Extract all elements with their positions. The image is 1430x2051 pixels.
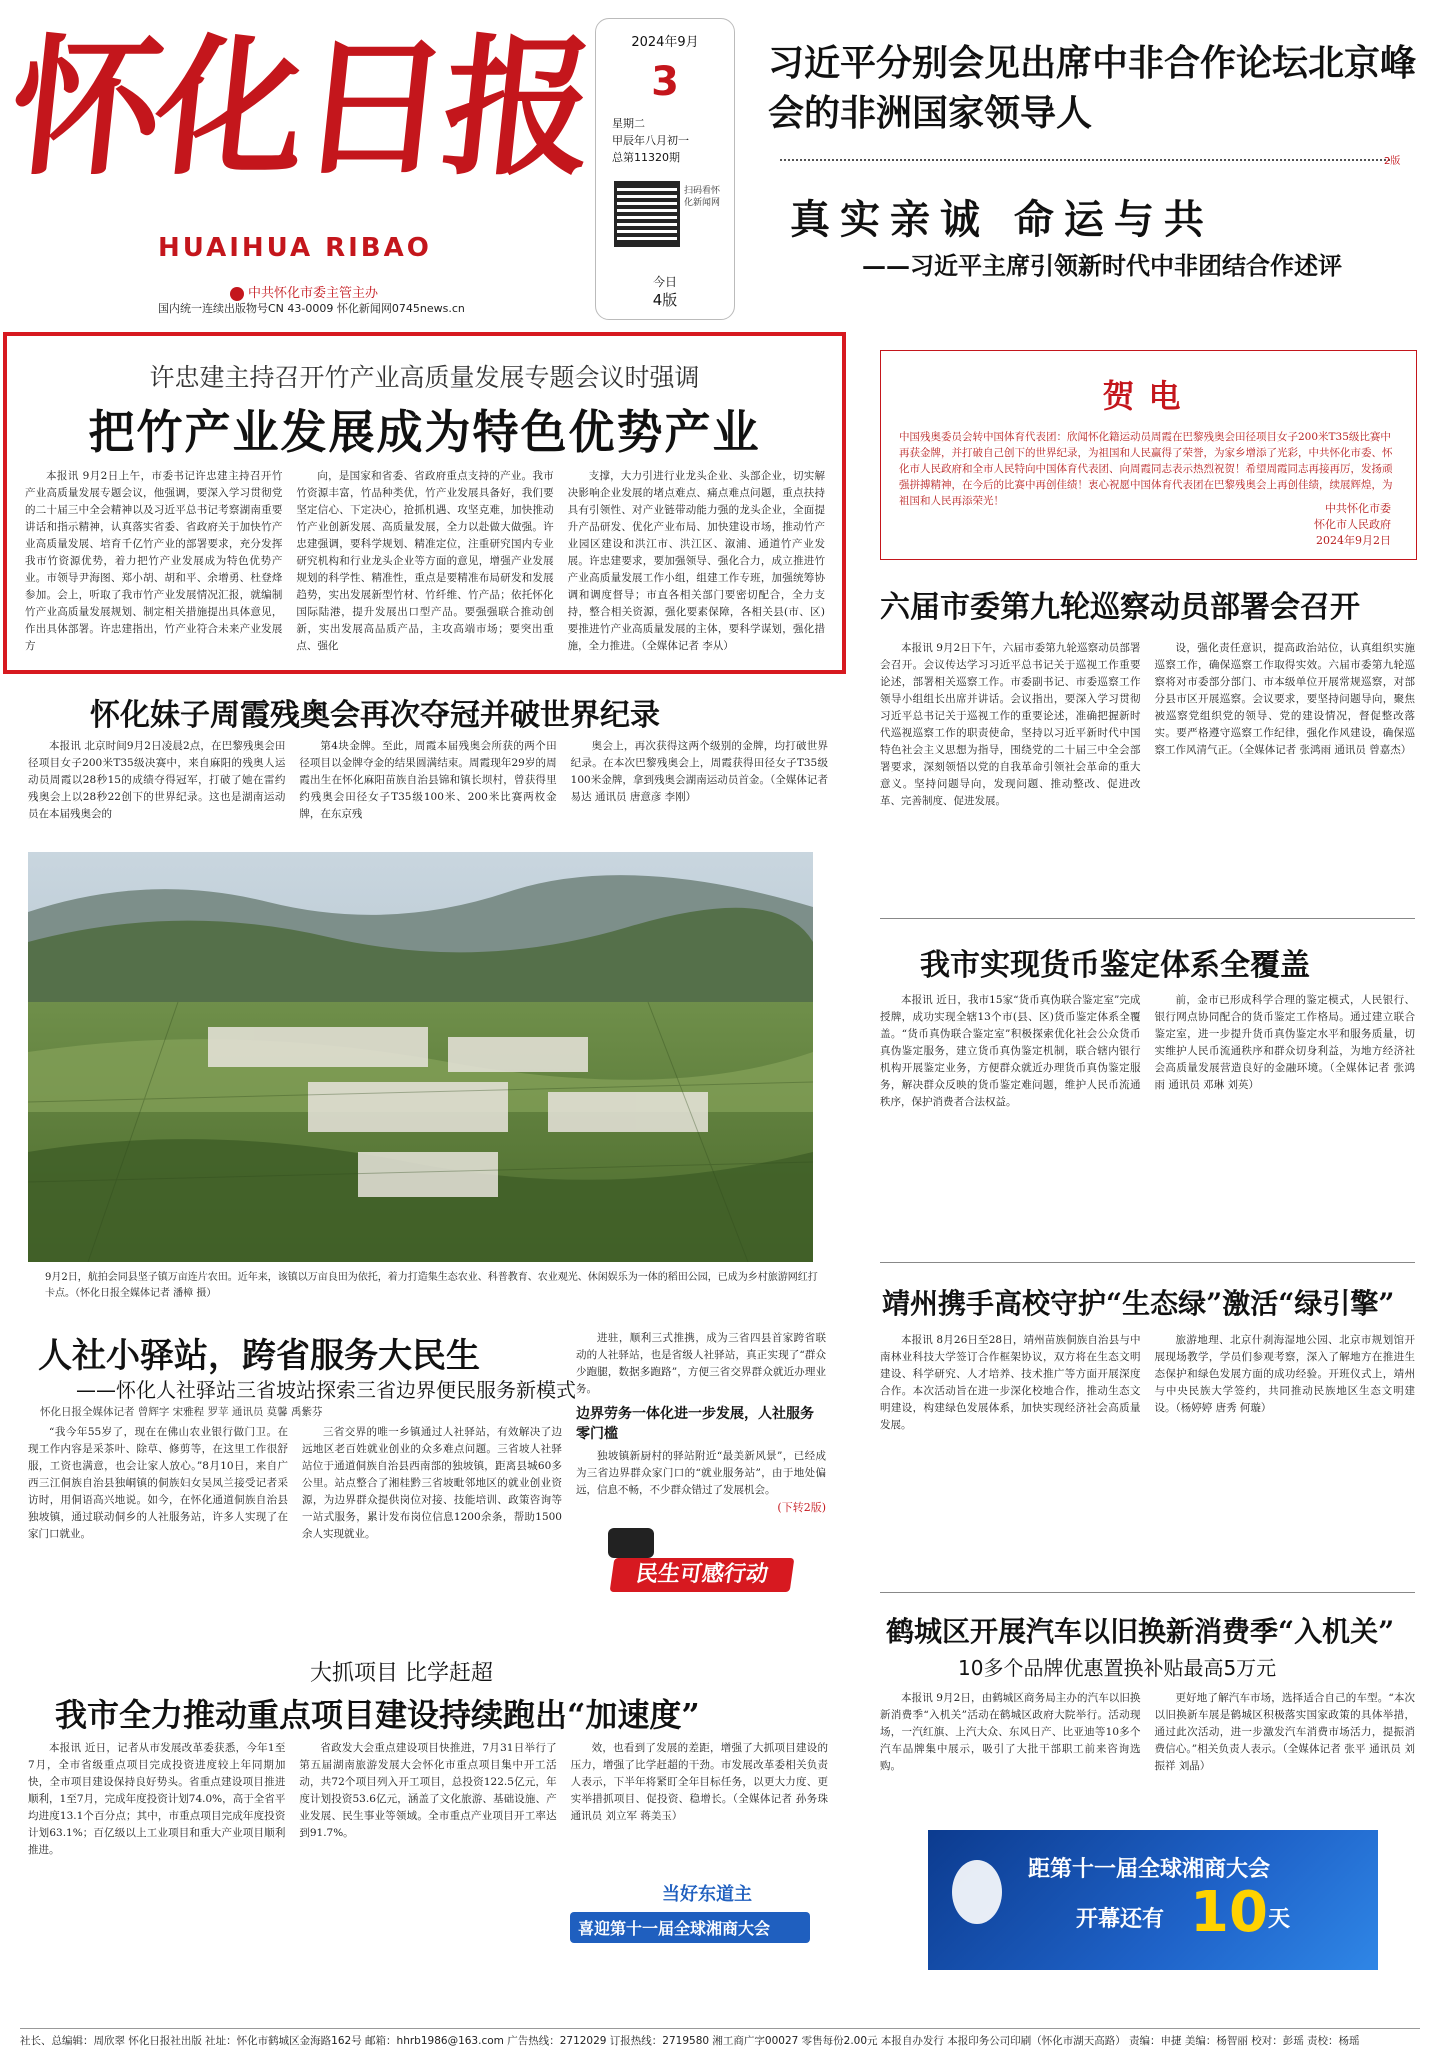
host-badge-line-2: 喜迎第十一届全球湘商大会 — [570, 1912, 810, 1943]
projects-col-1: 本报讯 近日，记者从市发展改革委获悉，今年1至7月，全市省级重点项目完成投资进度较上年同期加快，全市项目建设保持良好势头。省重点建设项目推进顺利，1至7月，完成年度投资计划74.0%，高于全省平均进度13.1个百分点；其中，市重点项目完成年度投资计划63.1%；百亿级以上工业项目和重大产业项目顺利推进。 — [28, 1742, 286, 1856]
date-year: 2024年9月 — [631, 35, 699, 50]
ad-line-2: 开幕还有 — [1076, 1907, 1165, 1932]
lead-story-box — [3, 332, 846, 674]
sports-col-1: 本报讯 北京时间9月2日凌晨2点，在巴黎残奥会田径项目女子200米T35级决赛中，来自麻阳的残奥人运动员周霞以28秒15的成绩夺得冠军，打破了她在雷约残奥会上以28秒22创下的世界纪录。这也是湖南运动员在本届残奥会的 — [28, 740, 286, 820]
social-box-title: 边界劳务一体化进一步发展，人社服务零门槛 — [576, 1406, 814, 1442]
top-story-page-ref[interactable]: 2版 — [1384, 156, 1401, 167]
social-byline: 怀化日报全媒体记者 曾辉字 宋雅程 罗苹 通讯员 莫馨 禹紫芬 — [40, 1406, 323, 1418]
qr-code-icon[interactable] — [614, 181, 680, 247]
divider — [880, 918, 1415, 919]
social-col-1: “我今年55岁了，现在在佛山农业银行做门卫。在现工作内容是采茶叶、除草、修剪等，在这里工作很舒服，工资也满意，也会让家人放心。”8月10日，来自广西三江侗族自治县独峒镇的侗族妇女吴凤兰接受记者采访时，用侗语高兴地说。如今，在怀化通道侗族自治县独坡镇，通过联动侗乡的人社服务站，许多人实现了在家门口就业。 — [28, 1426, 288, 1540]
ecology-body — [880, 1332, 1415, 1582]
currency-body — [880, 992, 1415, 1247]
congratulations-signature — [1201, 501, 1391, 549]
livelihood-badge: 民生可感行动 — [610, 1558, 795, 1592]
aerial-photo — [28, 852, 813, 1262]
congratulations-box — [880, 350, 1417, 560]
top-story-headline[interactable]: 习近平分别会见出席中非合作论坛北京峰会的非洲国家领导人 — [768, 42, 1417, 134]
ecology-col-2: 旅游地理、北京什刹海湿地公园、北京市规划馆开展现场教学，学员们参观考察，深入了解地方在推进生态保护和绿色发展方面的成功经验。开班仪式上，靖州与中央民族大学签约，共同推动民族地区生态文明建设。（杨婷婷 唐秀 何璇） — [1154, 1334, 1415, 1414]
ad-unit: 天 — [1268, 1907, 1291, 1932]
sponsor-text: 中共怀化市委主管主办 — [248, 286, 379, 301]
auto-title[interactable]: 鹤城区开展汽车以旧换新消费季“入机关” — [886, 1615, 1395, 1648]
masthead-logo: 怀化日报 — [2, 20, 598, 196]
divider — [880, 1262, 1415, 1263]
page-footer: 社长、总编辑：周欣翠 怀化日报社出版 社址：怀化市鹤城区金海路162号 邮箱：hhrb1986@163.com 广告热线：2712029 订报热线：2719580 湘工商广字00027 零售每份2.00元 本报自办发行 本报印务公司印刷（怀化市湖天高路） 责编：申捷 美编：杨智丽 校对：彭瑶 责校：杨瑶 — [20, 2028, 1420, 2048]
conference-logo-icon — [952, 1860, 1002, 1924]
issue-number: 总第11320期 — [612, 151, 680, 164]
second-story-headline[interactable]: 真实亲诚 命运与共 — [790, 196, 1214, 243]
social-continued[interactable]: (下转2版) — [777, 1501, 826, 1514]
projects-kicker: 大抓项目 比学赶超 — [310, 1661, 493, 1686]
auto-subtitle: 10多个品牌优惠置换补贴最高5万元 — [958, 1656, 1277, 1680]
social-col-3: 进驻，顺利三式推携，成为三省四县首家跨省联动的人社驿站，也是省级人社驿站，真正实现了“群众少跑腿，数据多跑路”，方便三省交界群众就近办理业务。 — [576, 1332, 826, 1395]
ad-line-1: 距第十一届全球湘商大会 — [1028, 1857, 1271, 1882]
social-col-3-wrap — [576, 1330, 826, 1515]
page-count: 4版 — [652, 291, 678, 309]
congratulations-body: 中国残奥委员会转中国体育代表团：欣闻怀化籍运动员周霞在巴黎残奥会田径项目女子200米T35级比赛中再获金牌，并打破自己创下的世界纪录，为祖国和人民赢得了荣誉，为家乡增添了光彩，中共怀化市委、怀化市人民政府和全市人民特向中国体育代表团、向周霞同志表示热烈祝贺！希望周霞同志再接再厉，发扬顽强拼搏精神，在今后的比赛中再创佳绩！衷心祝愿中国体育代表团在巴黎残奥会上再创佳绩，续展辉煌，为祖国和人民再添荣光！ — [899, 431, 1393, 507]
sports-col-3: 奥会上，再次获得这两个级别的金牌，均打破世界纪录。在本次巴黎残奥会上，周霞获得田径女子T35级100米金牌，拿到残奥会湖南运动员首金。（全媒体记者 易达 通讯员 唐意彦 李刚） — [570, 740, 828, 803]
lead-col-2: 向，是国家和省委、省政府重点支持的产业。我市竹资源丰富，竹品种类优，竹产业发展具备好，我们要坚定信心、下定决心，抢抓机遇、攻坚克难，加快推动竹产业创新发展、高质量发展，全力以赴做大做强。许忠建强调，要科学规划、精准定位，注重研究国内专业研究机构和行业龙头企业等方面的意见，增强产业发展规划的科学性、精准性，重点是要精准布局研发和发展趋势，实出发展新型竹材、竹纤维、竹产品；依托怀化国际陆港，提升发展出口型产品。要强强联合推动创新，实出发展高品质产品，主攻高端市场；要突出重点、强化 — [296, 470, 554, 652]
social-subtitle: ——怀化人社驿站三省坡站探索三省边界便民服务新模式 — [76, 1378, 576, 1402]
weekday: 星期二 — [612, 117, 645, 130]
inspection-col-1: 本报讯 9月2日下午，六届市委第九轮巡察动员部署会召开。会议传达学习习近平总书记关于巡视工作重要论述，部署相关巡察工作。市委副书记、市委巡察工作领导小组组长出席并讲话。会议指出，要深入学习贯彻习近平总书记关于巡视工作的重要论述，准确把握新时代巡视巡察工作的职责使命，坚持以习近平新时代中国特色社会主义思想为指导，围绕党的二十届三中全会部署要求，深刻领悟以党的自我革命引领社会革命的重大意义。坚持问题导向，发现问题、推动整改、促进改革、完善制度、促进发展。 — [880, 642, 1141, 807]
social-col-2: 三省交界的唯一乡镇通过人社驿站，有效解决了边远地区老百姓就业创业的众多难点问题。三省坡人社驿站位于通道侗族自治县西南部的独坡镇，距离县城60多公里。站点整合了湘桂黔三省坡毗邻地区的就业创业资源，为边界群众提供岗位对接、技能培训、政策咨询等一站式服务，累计发布岗位信息1200余条，帮助1500余人实现就业。 — [302, 1426, 562, 1540]
qr-caption: 扫码看怀化新闻网 — [684, 186, 721, 208]
countdown-ad[interactable] — [928, 1830, 1378, 1970]
camera-icon — [608, 1528, 654, 1558]
sports-body — [28, 738, 828, 838]
photo-caption: 9月2日，航拍会同县坚子镇万亩连片农田。近年来，该镇以万亩良田为依托，着力打造集生态农业、科普教育、农业观光、休闲娱乐为一体的稻田公园，已成为乡村旅游网红打卡点。（怀化日报全媒体记者 潘樟 摄） — [45, 1272, 818, 1299]
sports-col-2: 第4块金牌。至此，周霞本届残奥会所获的两个田径项目以金牌夺金的结果圆满结束。周霞现年29岁的周霞出生在怀化麻阳苗族自治县锦和镇长坝村，曾获得里约残奥会田径女子T35级100米、200米比赛两枚金牌，在东京残 — [299, 740, 557, 820]
inspection-body — [880, 640, 1415, 895]
masthead-english: HUAIHUA RIBAO — [158, 233, 432, 263]
currency-col-2: 前，金市已形成科学合理的鉴定模式，人民银行、银行网点协同配合的货币鉴定工作格局。通过建立联合鉴定室，进一步提升货币真伪鉴定水平和服务质量，切实维护人民币流通秩序和群众切身利益，为地方经济社会高质量发展营造良好的金融环境。（全媒体记者 张鸿雨 通讯员 邓琳 刘英） — [1154, 994, 1415, 1091]
sign-party: 中共怀化市委 — [1325, 502, 1391, 515]
inspection-col-2: 设，强化责任意识，提高政治站位，认真组织实施巡察工作，确保巡察工作取得实效。六届市委第九轮巡察将对市委部分部门、市本级单位开展常规巡察，对部分县市区开展巡察。会议要求，要坚持问题导向，聚焦被巡察党组织党的领导、党的建设情况，督促整改落实。要严格遵守巡察工作纪律，强化作风建设，确保巡察工作风清气正。（全媒体记者 张鸿雨 通讯员 曾嘉杰） — [1154, 642, 1415, 756]
ad-days: 10 — [1190, 1880, 1268, 1945]
host-city-badge — [570, 1880, 810, 1960]
social-box-text: 独坡镇新厨村的驿站附近“最美新风景”，已经成为三省边界群众家门口的“就业服务站”，由于地处偏远，信息不畅，不少群众错过了发展机会。 — [576, 1450, 826, 1496]
auto-body — [880, 1690, 1415, 1820]
projects-col-2: 省政发大会重点建设项目快推进，7月31日举行了第五届湖南旅游发展大会怀化市重点项目集中开工活动，共72个项目列入开工项目，总投资122.5亿元，年度计划投资53.6亿元，涵盖了文化旅游、基础设施、产业发展、民生事业等领域。全市重点产业项目开工率达到91.7%。 — [299, 1742, 557, 1839]
today-label: 今日 — [652, 275, 677, 289]
ecology-col-1: 本报讯 8月26日至28日，靖州苗族侗族自治县与中南林业科技大学签订合作框架协议，双方将在生态文明建设、科学研究、人才培养、技术推广等方面开展深度合作。本次活动旨在进一步深化校地合作，推动生态文明建设，构建绿色发展体系，加快实现经济社会高质量发展。 — [880, 1334, 1141, 1431]
date-details — [612, 115, 718, 166]
second-story-subhead: ——习近平主席引领新时代中非团结合作述评 — [862, 251, 1342, 280]
sign-government: 怀化市人民政府 — [1314, 518, 1391, 531]
lead-title[interactable]: 把竹产业发展成为特色优势产业 — [88, 405, 761, 459]
divider — [780, 159, 1390, 161]
social-body — [28, 1424, 562, 1644]
inspection-title[interactable]: 六届市委第九轮巡察动员部署会召开 — [880, 590, 1360, 625]
social-title[interactable]: 人社小驿站，跨省服务大民生 — [38, 1336, 480, 1376]
party-emblem-icon — [230, 287, 244, 301]
lead-body — [25, 468, 825, 655]
masthead-sponsor — [230, 282, 378, 301]
auto-col-2: 更好地了解汽车市场，选择适合自己的车型。“本次以旧换新车展是鹤城区积极落实国家政策的具体举措，通过此次活动，进一步激发汽车消费市场活力，提振消费信心。”相关负责人表示。（全媒体记者 张平 通讯员 刘振祥 刘晶） — [1154, 1692, 1415, 1772]
projects-title[interactable]: 我市全力推动重点项目建设持续跑出“加速度” — [55, 1696, 700, 1734]
date-day: 3 — [651, 59, 679, 105]
host-badge-line-1: 当好东道主 — [662, 1884, 752, 1905]
divider — [880, 1592, 1415, 1593]
lead-col-1: 本报讯 9月2日上午，市委书记许忠建主持召开竹产业高质量发展专题会议，他强调，要深入学习贯彻党的二十届三中全会精神以及习近平总书记考察湖南重要讲话和指示精神，认真落实省委、省政府关于加快竹产业高质量发展、培育千亿竹产业的部署要求，充分发挥我市竹资源优势，着力把竹产业发展成为特色优势产业。市领导尹海图、郑小胡、胡和平、余增勇、杜登烽参加。会上，听取了我市竹产业发展情况汇报，就编制竹产业高质量发展规划、制定相关措施提出具体意见，作出具体部署。许忠建指出，竹产业符合未来产业发展方 — [25, 470, 283, 652]
auto-col-1: 本报讯 9月2日，由鹤城区商务局主办的汽车以旧换新消费季“入机关”活动在鹤城区政府大院举行。活动现场，一汽红旗、上汽大众、东风日产、比亚迪等10多个汽车品牌集中展示，吸引了大批干部职工前来咨询选购。 — [880, 1692, 1141, 1772]
ecology-title[interactable]: 靖州携手高校守护“生态绿”激活“绿引擎” — [882, 1287, 1395, 1320]
aerial-photo-image — [28, 852, 813, 1262]
lead-kicker: 许忠建主持召开竹产业高质量发展专题会议时强调 — [149, 363, 700, 392]
currency-title[interactable]: 我市实现货币鉴定体系全覆盖 — [920, 948, 1310, 983]
projects-col-3: 效，也看到了发展的差距，增强了大抓项目建设的压力，增强了比学赶超的干劲。市发展改革委相关负责人表示，下半年将紧盯全年目标任务，以更大力度、更实举措抓项目、促投资、稳增长。（全媒体记者 孙务珠 通讯员 刘立军 蒋美玉） — [570, 1742, 828, 1822]
currency-col-1: 本报讯 近日，我市15家“货币真伪联合鉴定室”完成授牌，成功实现全辖13个市(县、区)货币鉴定体系全覆盖。“货币真伪联合鉴定室”积极探索优化社会公众货币真伪鉴定服务，建立货币真伪鉴定机制，联合辖内银行机构开展鉴定业务，方便群众就近办理货币真伪鉴定服务，解决群众反映的货币鉴定难问题，维护人民币流通秩序，保护消费者合法权益。 — [880, 994, 1141, 1108]
congratulations-title: 贺电 — [1102, 377, 1195, 415]
sports-title[interactable]: 怀化妹子周霞残奥会再次夺冠并破世界纪录 — [90, 698, 660, 733]
publication-info: 国内统一连续出版物号CN 43-0009 怀化新闻网0745news.cn — [158, 302, 465, 315]
date-box — [595, 18, 735, 320]
sign-date: 2024年9月2日 — [1316, 534, 1391, 547]
today-pages — [596, 273, 734, 309]
lead-col-3: 支撑，大力引进行业龙头企业、头部企业，切实解决影响企业发展的堵点难点、痛点难点问题，重点扶持具有引领性、对产业链带动能力强的龙头企业，全面提升产品研发、优化产业布局、加快建设市场，推动竹产业园区建设和洪江市、洪江区、溆浦、通道竹产业发展。许忠建要求，要加强领导、强化合力，成立推进竹产业高质量发展工作小组，组建工作专班，加强统筹协调和调度督导；市直各相关部门要密切配合，全力支持，整合相关资源，强化要素保障，各相关县(市、区)要推进竹产业高质量发展的主体，要科学谋划，强化措施，全力推进。（全媒体记者 李从） — [567, 470, 825, 652]
lunar-date: 甲辰年八月初一 — [612, 134, 689, 147]
